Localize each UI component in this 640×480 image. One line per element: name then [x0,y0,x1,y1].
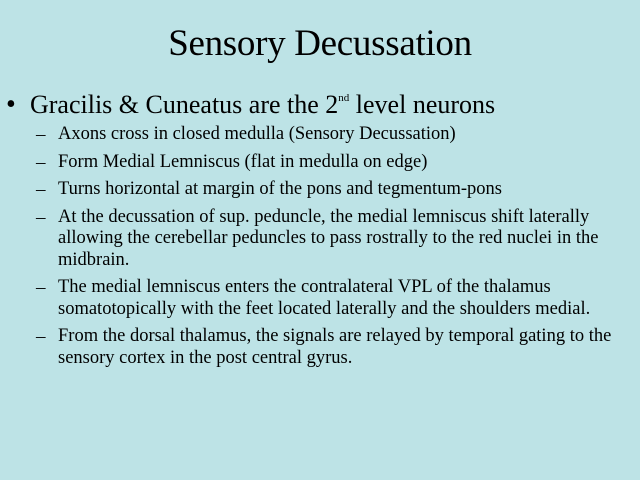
sub-point [36,152,632,174]
sub-point [36,326,632,369]
sub-point-text: Turns horizontal at margin of the pons and tegmentum-pons [58,179,502,199]
dash-marker: – [36,277,46,298]
sub-point [36,124,632,146]
dash-marker: – [36,206,46,228]
sub-point [36,179,632,201]
sub-point-text: The medial lemniscus enters the contralateral VPL of the thalamus somatotopically with the feet located laterally and the shoulders medial. [58,277,591,319]
main-bullet-text-end: level neurons [349,90,496,119]
main-bullet-text-start: Gracilis & Cuneatus are the 2 [30,90,339,119]
sub-point [36,277,632,320]
ordinal-superscript: nd [338,92,350,104]
main-bullet [6,88,626,122]
bullet-marker: • [6,89,16,120]
sub-point-text: From the dorsal thalamus, the signals are relayed by temporal gating to the sensory cortex in the post central gyrus. [58,326,612,368]
slide-title: Sensory Decussation [168,23,472,64]
dash-marker: – [36,179,46,200]
dash-marker: – [36,151,46,173]
sub-point [36,207,632,272]
dash-marker: – [36,326,46,347]
sub-point-list [36,124,632,375]
sub-point-text: Form Medial Lemniscus (flat in medulla on edge) [58,151,428,172]
sub-point-text: At the decussation of sup. peduncle, the medial lemniscus shift laterally allowing the cerebellar peduncles to pass rostrally to the red nuclei in the midbrain. [58,206,599,270]
main-bullet-text [30,88,495,122]
sub-point-text: Axons cross in closed medulla (Sensory Decussation) [58,124,456,144]
dash-marker: – [36,124,46,145]
